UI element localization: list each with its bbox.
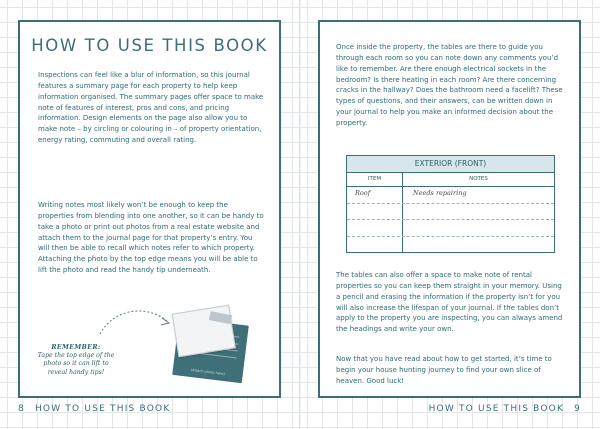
table-cell-item xyxy=(347,237,403,254)
page-number: 8 xyxy=(18,404,25,414)
table-cell-notes: Needs repairing xyxy=(413,189,467,197)
photo-illustration xyxy=(170,315,250,381)
intro-paragraph: Inspections can feel like a blur of information, so this journal features a summary page for each property to help keep information organised. The summary pages offer space to make note of features of interest, pros and cons, and pricing information. Design elements on the page also allow you to make note – by circling or colouring in – of property orientation, energy rating, commuting and overall rating. xyxy=(38,71,264,145)
table-cell-notes xyxy=(403,237,554,254)
column-header-notes: NOTES xyxy=(469,176,488,182)
right-footer xyxy=(429,404,581,414)
page-number: 9 xyxy=(574,404,581,414)
table-cell-item xyxy=(347,220,403,236)
table-cell-item: Roof xyxy=(347,187,403,203)
lifted-photo xyxy=(172,305,236,358)
book-spine xyxy=(299,0,301,429)
photo-caption: (Attach photo here) xyxy=(190,367,226,377)
photo-paragraph: Writing notes most likely won’t be enough to keep the properties from blending into one another, so it can be handy to take a photo or print out photos from a real estate website and attach them to the journal page for that property’s entry. You will then be able to recall which notes refer to which property. Attaching the photo by the top edge means you will be able to lift the photo and read the handy tip underneath. xyxy=(38,201,264,275)
running-head: HOW TO USE THIS BOOK xyxy=(34,404,171,414)
table-cell-notes xyxy=(403,220,554,236)
page-title: HOW TO USE THIS BOOK xyxy=(31,36,268,55)
running-head: HOW TO USE THIS BOOK xyxy=(428,404,565,414)
remember-title: REMEMBER: xyxy=(51,344,101,351)
curved-arrow-icon xyxy=(96,304,176,344)
closing-paragraph: Now that you have read about how to get started, it’s time to begin your house hunting journey to find your own slice of heaven. Good luck! xyxy=(336,355,552,385)
tables-intro-paragraph: Once inside the property, the tables are there to guide you through each room so you can note down any comments you’d like to remember. Are there enough electrical sockets in the bedroom? Is there heating in each room? Are there concerning cracks in the hallway? Does the bathroom need a facelift? These types of questions, and their answers, can be written down in your journal to help you make an informed decision about the property. xyxy=(336,43,563,127)
left-page-panel xyxy=(18,20,281,398)
column-header-item: ITEM xyxy=(347,173,403,186)
remember-text: Tape the top edge of the photo so it can lift to reveal handy tips! xyxy=(37,352,115,376)
table-row xyxy=(347,220,554,237)
table-cell-notes xyxy=(403,204,554,220)
exterior-table xyxy=(346,155,555,253)
table-title: EXTERIOR (FRONT) xyxy=(347,156,554,173)
rental-paragraph: The tables can also offer a space to make note of rental properties so you can keep them straight in your memory. Using a pencil and erasing the information if the property isn’t for you will also increase the lifespan of your journal. If the tables don’t apply to the property you are inspecting, you can always amend the headings and write your own. xyxy=(336,271,563,334)
table-header-row xyxy=(347,173,554,187)
table-row xyxy=(347,237,554,254)
right-page-panel xyxy=(318,20,581,398)
remember-tip xyxy=(34,344,118,377)
table-row xyxy=(347,187,554,204)
table-cell-item xyxy=(347,204,403,220)
left-footer xyxy=(18,404,170,414)
table-row xyxy=(347,204,554,221)
